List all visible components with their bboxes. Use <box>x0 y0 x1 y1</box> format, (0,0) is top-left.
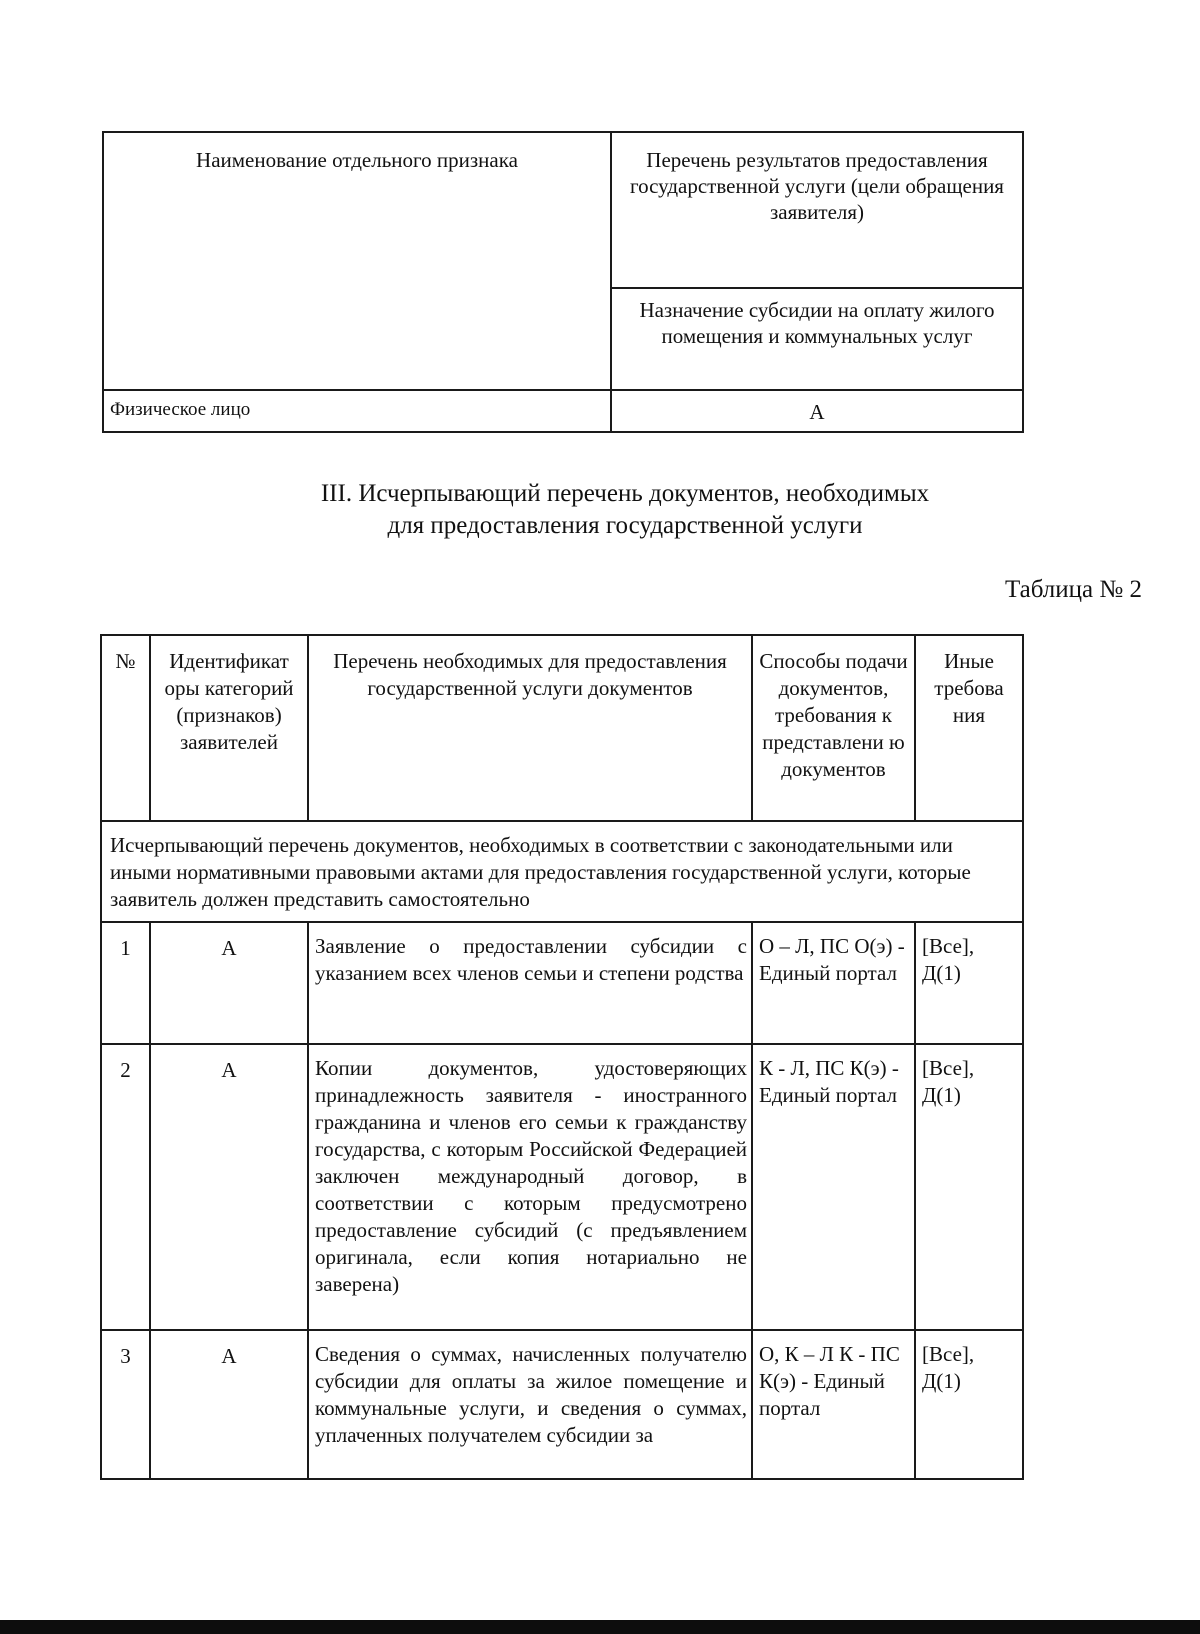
header-results-list: Перечень результатов предоставления государственной услуги (цели обращения заявителя) <box>611 132 1023 288</box>
table-header-row <box>101 635 1023 821</box>
scan-bottom-edge <box>0 1620 1200 1634</box>
table-row <box>101 1330 1023 1479</box>
table-number-label: Таблица № 2 <box>1004 576 1142 603</box>
row-applicant-id: А <box>150 1330 308 1479</box>
row-num: 2 <box>101 1044 150 1330</box>
row-num: 1 <box>101 922 150 1044</box>
header-documents: Перечень необходимых для предоставления государственной услуги документов <box>308 635 752 821</box>
table-span-row <box>101 821 1023 922</box>
row-submission-way: К - Л, ПС К(э) - Единый портал <box>752 1044 915 1330</box>
header-num: № <box>101 635 150 821</box>
table-documents <box>100 634 1024 1480</box>
span-row-description: Исчерпывающий перечень документов, необходимых в соответствии с законодательными или иными нормативными правовыми актами для предоставления государственной услуги, которые заявитель должен представить самостоятельно <box>101 821 1023 922</box>
header-feature-name: Наименование отдельного признака <box>103 132 611 390</box>
header-submission-ways: Способы подачи документов, требования к представлени ю документов <box>752 635 915 821</box>
row-applicant-id: А <box>150 1044 308 1330</box>
row-requirements: [Все], Д(1) <box>915 922 1023 1044</box>
row-requirements: [Все], Д(1) <box>915 1330 1023 1479</box>
row-num: 3 <box>101 1330 150 1479</box>
section-heading <box>0 478 1200 542</box>
row-submission-way: О – Л, ПС О(э) - Единый портал <box>752 922 915 1044</box>
row-submission-way: О, К – Л К - ПС К(э) - Единый портал <box>752 1330 915 1479</box>
cell-applicant-type: Физическое лицо <box>103 390 611 432</box>
cell-applicant-id: А <box>611 390 1023 432</box>
row-requirements: [Все], Д(1) <box>915 1044 1023 1330</box>
section-heading-line-2: для предоставления государственной услуги <box>387 512 863 539</box>
header-applicant-ids: Идентификат оры категорий (признаков) заявителей <box>150 635 308 821</box>
section-heading-line-1: III. Исчерпывающий перечень документов, необходимых <box>320 480 930 507</box>
row-document: Заявление о предоставлении субсидии с указанием всех членов семьи и степени родства <box>308 922 752 1044</box>
table-applicant-features <box>102 131 1024 433</box>
table-row <box>101 1044 1023 1330</box>
row-applicant-id: А <box>150 922 308 1044</box>
row-document: Сведения о суммах, начисленных получателю субсидии для оплаты за жилое помещение и коммунальные услуги, и сведения о суммах, уплаченных получателем субсидии за <box>308 1330 752 1479</box>
row-document: Копии документов, удостоверяющих принадлежность заявителя - иностранного гражданина и членов его семьи к гражданству государства, с которым Российской Федерацией заключен международный договор, в соответствии с которым предусмотрено предоставление субсидий (с предъявлением оригинала, если копия нотариально не заверена) <box>308 1044 752 1330</box>
cell-purpose: Назначение субсидии на оплату жилого помещения и коммунальных услуг <box>611 288 1023 390</box>
header-other-requirements: Иные требова ния <box>915 635 1023 821</box>
table-row <box>101 922 1023 1044</box>
